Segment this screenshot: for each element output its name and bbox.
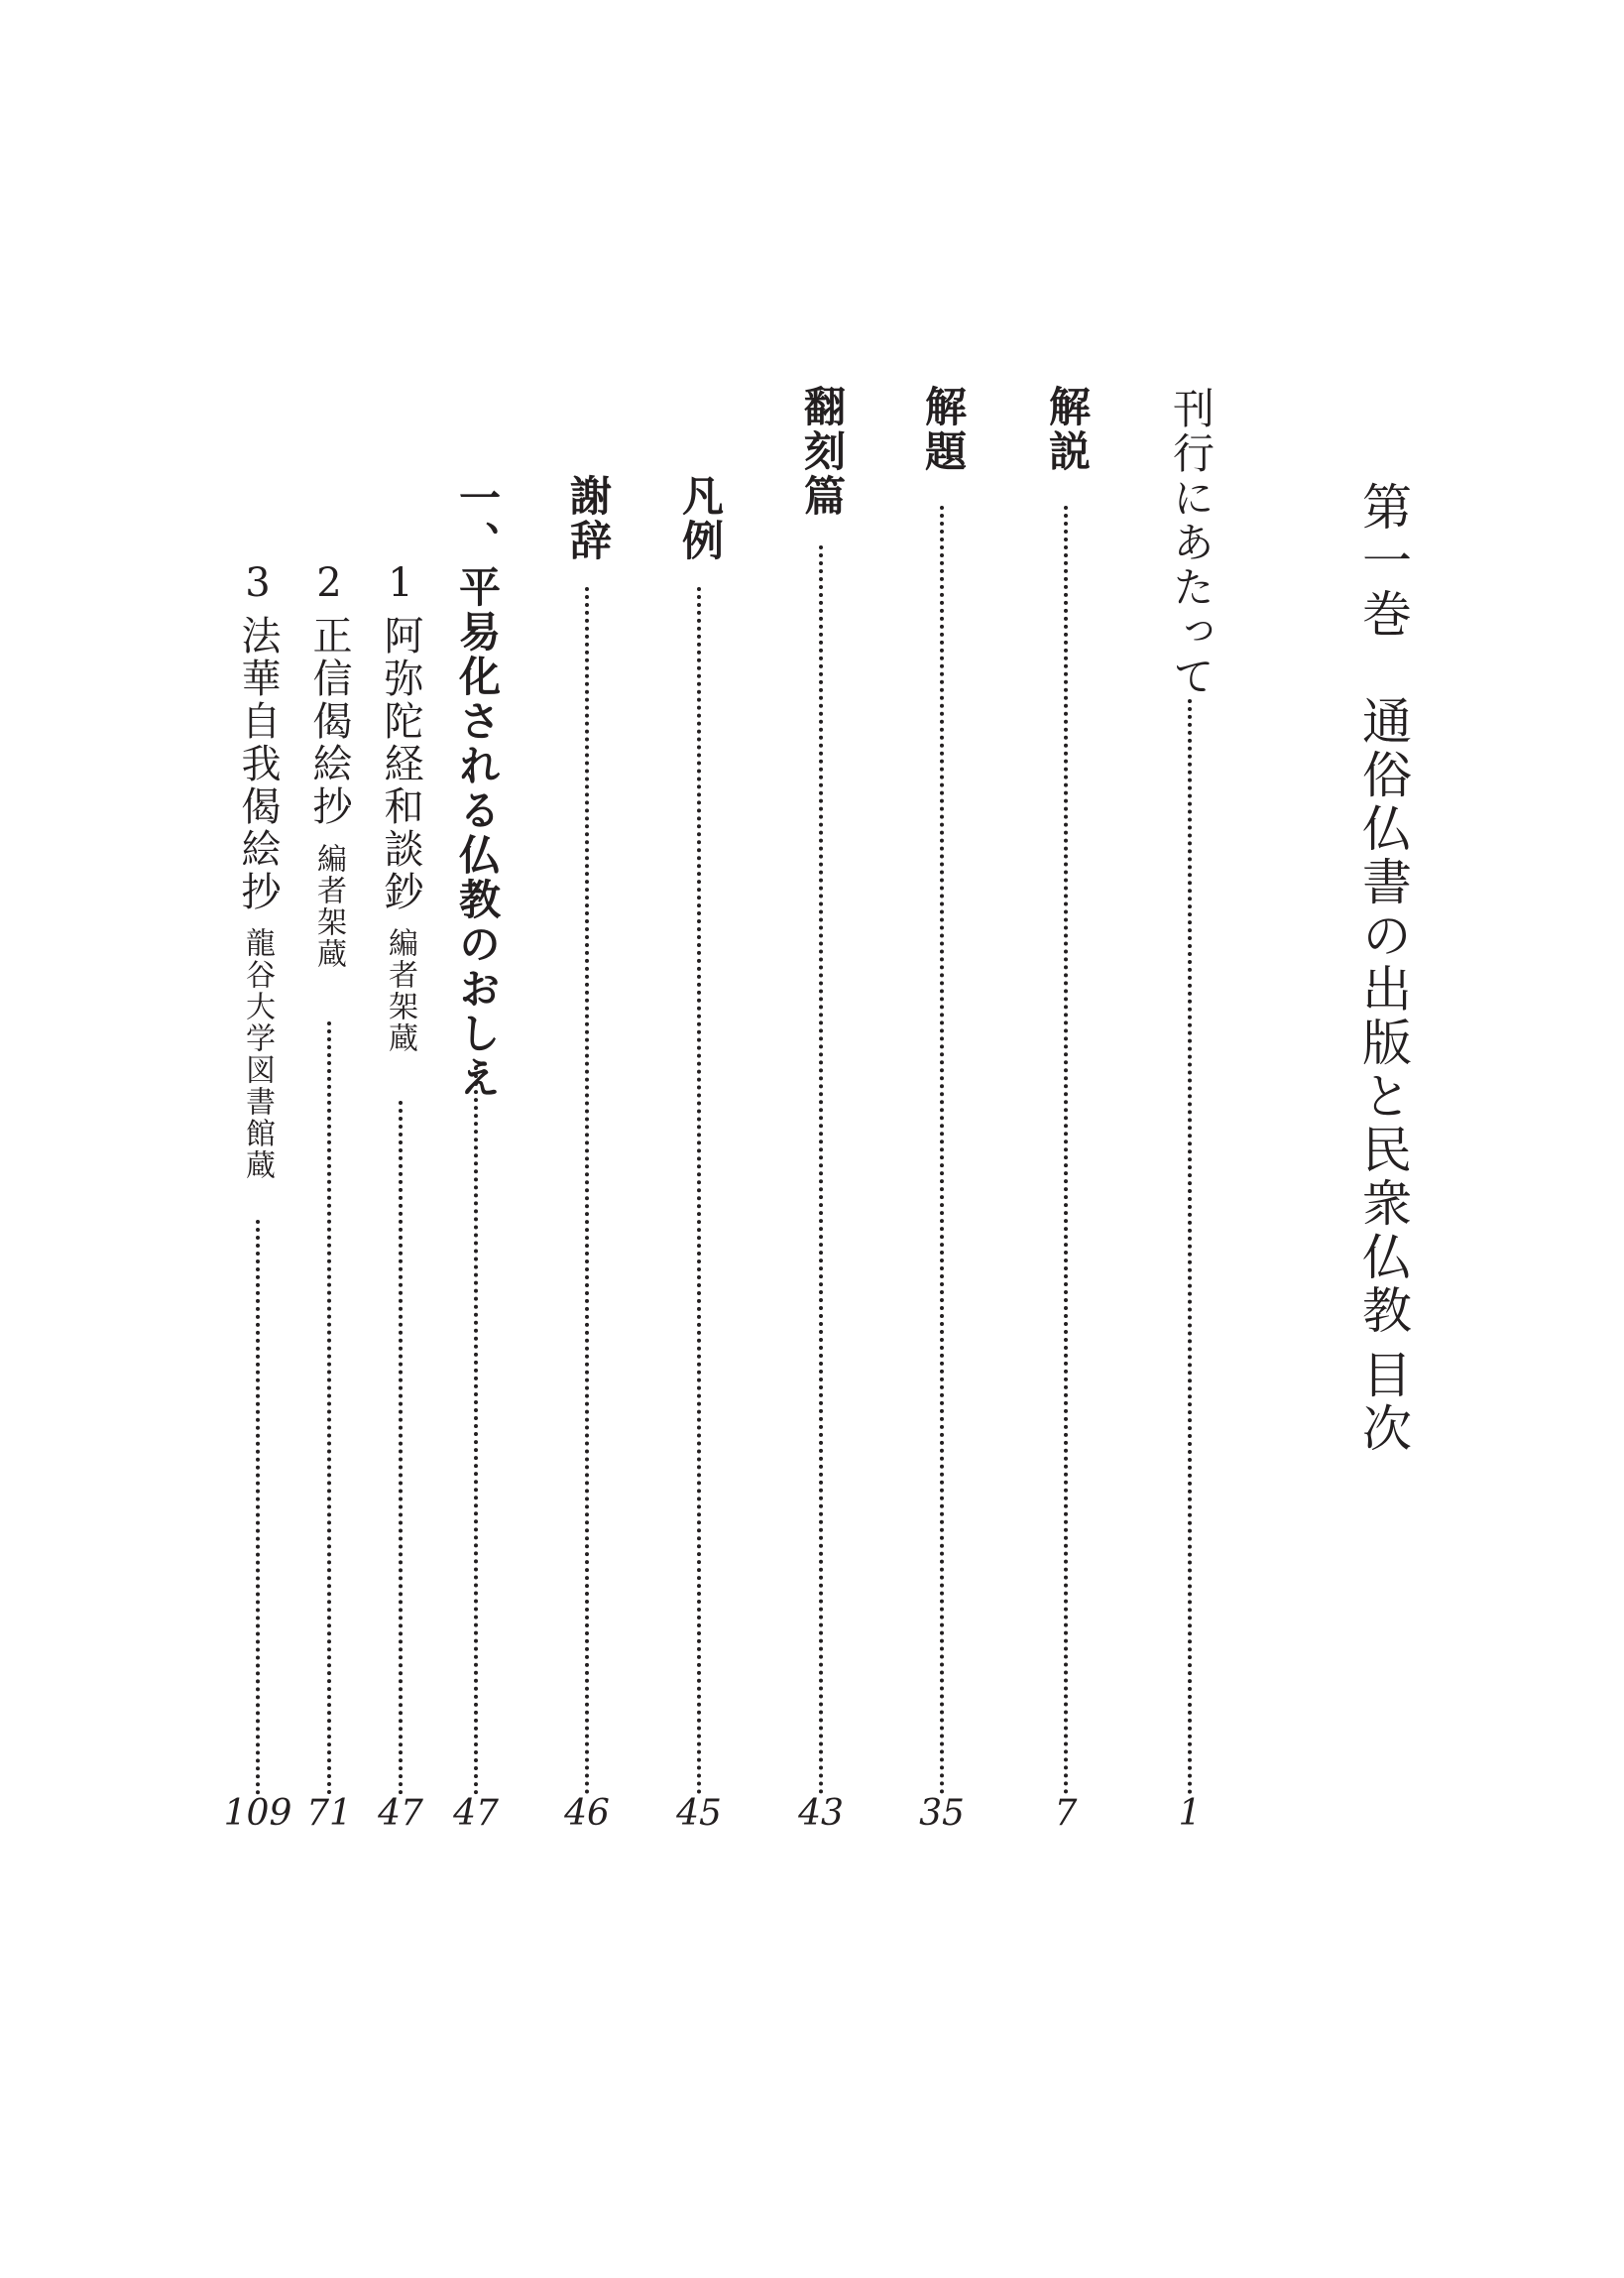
toc-page-number: 46 — [564, 1793, 610, 1834]
contents-label: 目次 — [1354, 1349, 1412, 1456]
toc-subentry-title: 阿弥陀経和談鈔 — [378, 615, 423, 913]
toc-entry-title: 解説 — [1043, 385, 1092, 474]
toc-entry-title: 翻刻篇 — [798, 385, 847, 519]
toc-page-number: 7 — [1054, 1793, 1078, 1834]
toc-leader — [940, 506, 944, 1795]
toc-page-number: 35 — [919, 1793, 965, 1834]
toc-page-number: 43 — [798, 1793, 844, 1834]
toc-entry-title: 刊行にあたって — [1167, 387, 1216, 699]
toc-entry-title: 謝辞 — [564, 474, 613, 563]
toc-subentry-holder: 編者架蔵 — [383, 927, 417, 1054]
toc-page-number: 45 — [676, 1793, 722, 1834]
toc-leader — [256, 1220, 260, 1795]
toc-leader — [474, 1066, 478, 1795]
toc-page-number: 47 — [453, 1793, 499, 1834]
toc-subentry-holder: 龍谷大学図書館蔵 — [240, 927, 275, 1181]
toc-entry-title: 一、平易化される仏教のおしえ — [453, 476, 502, 1101]
toc-subentry-number: 1 — [378, 560, 423, 609]
toc-subentry-number: 3 — [235, 560, 281, 609]
volume-title: 第一巻 通俗仏書の出版と民衆仏教 — [1354, 481, 1412, 1338]
toc-subentry-title: 法華自我偈絵抄 — [235, 615, 281, 913]
toc-subentry-number: 2 — [306, 560, 352, 609]
toc-leader — [697, 587, 701, 1795]
toc-subentry-holder: 編者架蔵 — [311, 843, 346, 970]
toc-leader — [819, 545, 823, 1795]
toc-page-number: 47 — [378, 1793, 423, 1834]
toc-page-number: 71 — [306, 1793, 352, 1834]
toc-entry-title: 解題 — [919, 385, 968, 474]
toc-subentry-title: 正信偈絵抄 — [306, 615, 352, 828]
toc-entry-title: 凡例 — [676, 474, 725, 563]
toc-leader — [327, 1021, 331, 1795]
toc-page-number: 1 — [1178, 1793, 1202, 1834]
toc-leader — [585, 587, 589, 1795]
toc-leader — [399, 1101, 403, 1795]
toc-leader — [1064, 506, 1068, 1795]
toc-leader — [1188, 699, 1192, 1795]
toc-page-number: 109 — [223, 1793, 292, 1834]
